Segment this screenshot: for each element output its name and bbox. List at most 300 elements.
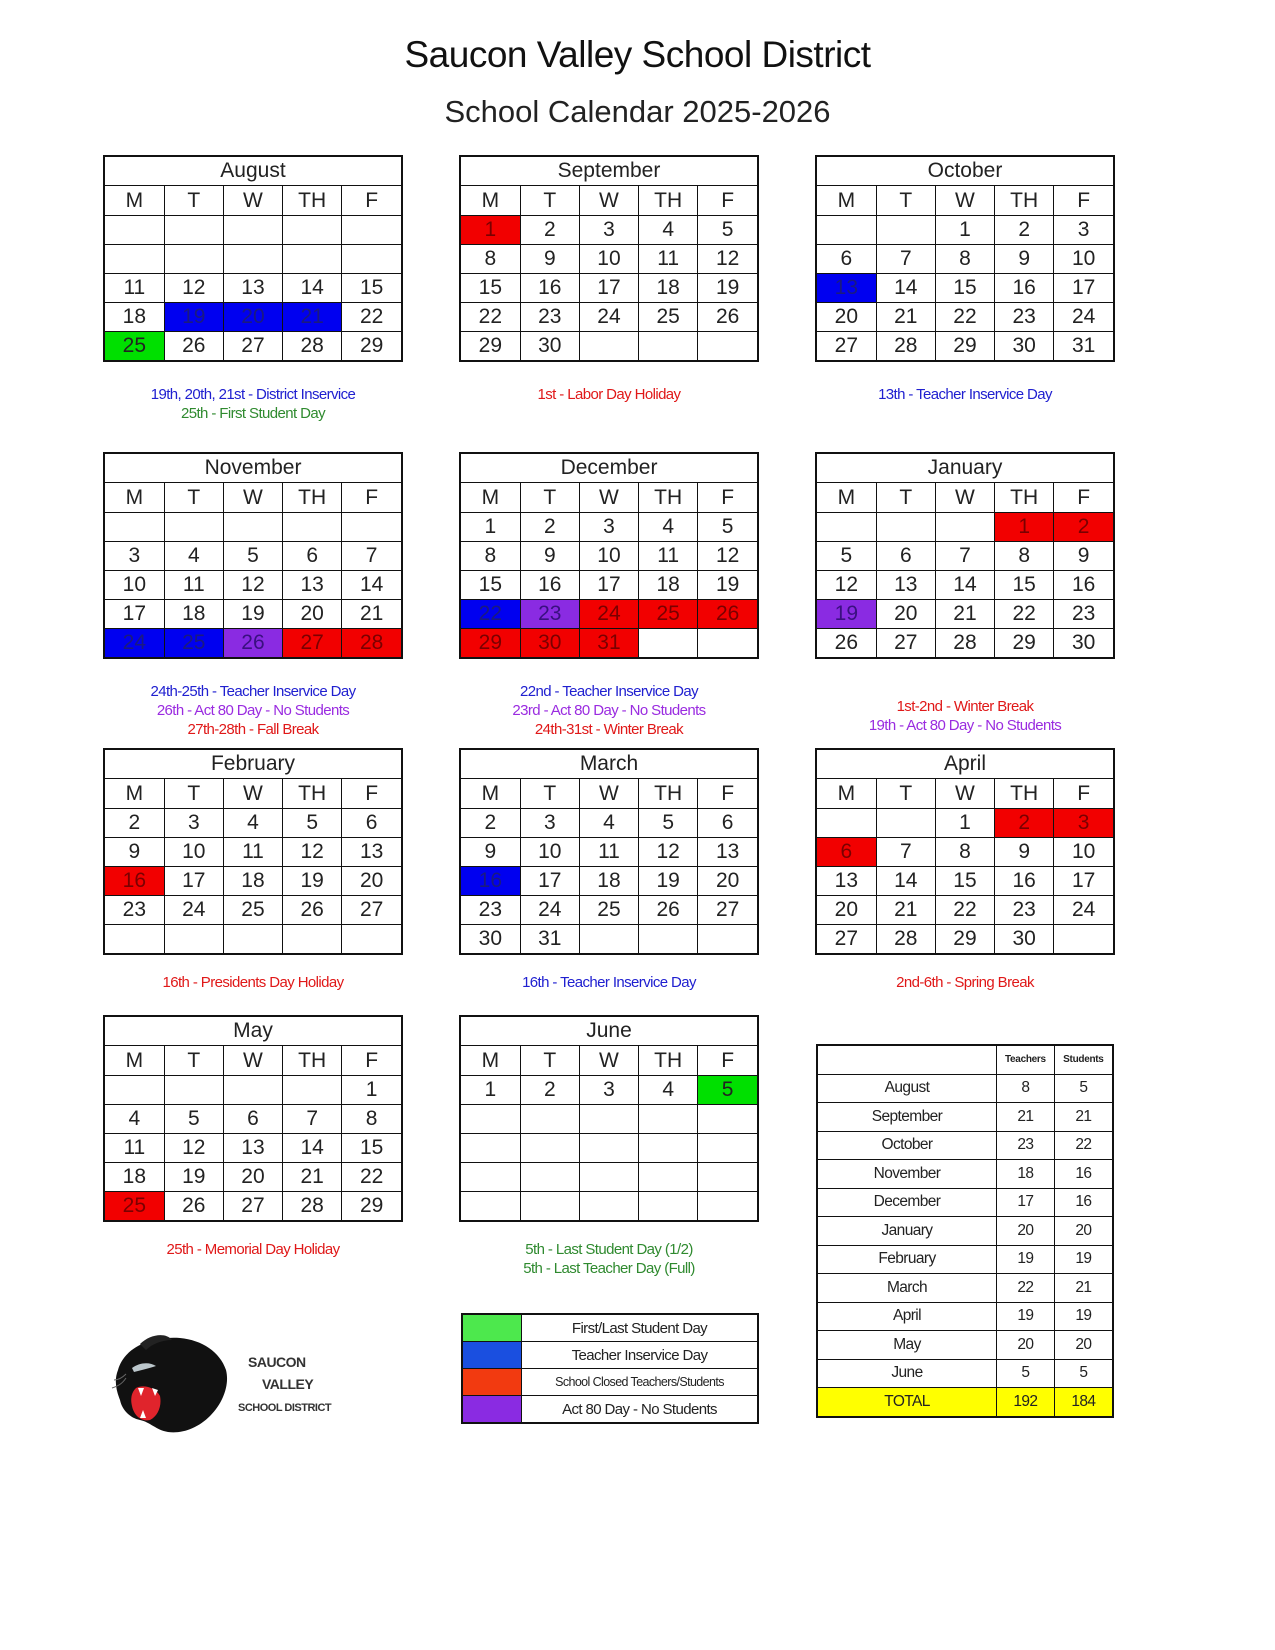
day-cell: 19	[283, 867, 342, 896]
day-cell: 20	[817, 896, 876, 925]
day-cell	[579, 1192, 638, 1221]
day-cell: 24	[579, 600, 638, 629]
day-cell: 11	[223, 838, 282, 867]
day-cell: 10	[520, 838, 579, 867]
day-cell: 27	[342, 896, 401, 925]
week-row	[461, 245, 757, 274]
totals-students: 5	[1054, 1359, 1112, 1388]
week-row	[105, 571, 401, 600]
day-cell: 29	[461, 332, 520, 361]
day-cell: 19	[164, 1163, 223, 1192]
week-row	[461, 216, 757, 245]
day-cell: 28	[876, 925, 935, 954]
weekday-label: F	[1054, 779, 1113, 809]
week-row	[817, 542, 1113, 571]
weekday-label: T	[520, 186, 579, 216]
day-cell: 19	[223, 600, 282, 629]
weekday-label: TH	[995, 186, 1054, 216]
day-cell: 15	[342, 274, 401, 303]
day-cell: 7	[342, 542, 401, 571]
day-cell: 17	[105, 600, 164, 629]
week-row	[105, 513, 401, 542]
calendar-note: 2nd-6th - Spring Break	[896, 974, 1034, 991]
day-cell: 18	[639, 571, 698, 600]
day-cell: 14	[283, 1134, 342, 1163]
day-cell: 22	[935, 303, 994, 332]
weekday-label: F	[698, 1046, 757, 1076]
day-cell: 11	[164, 571, 223, 600]
month-name: October	[817, 157, 1113, 186]
weekday-label: M	[461, 186, 520, 216]
day-cell	[520, 1105, 579, 1134]
weekday-label: T	[876, 186, 935, 216]
day-cell	[876, 216, 935, 245]
day-cell: 20	[223, 1163, 282, 1192]
day-cell	[698, 332, 757, 361]
day-cell: 24	[105, 629, 164, 658]
day-cell: 9	[1054, 542, 1113, 571]
day-cell: 26	[639, 896, 698, 925]
day-cell: 14	[283, 274, 342, 303]
weekday-label: F	[342, 483, 401, 513]
week-row	[461, 1192, 757, 1221]
day-cell	[579, 1105, 638, 1134]
month-calendar-march	[459, 748, 759, 955]
week-row	[105, 867, 401, 896]
day-cell	[876, 809, 935, 838]
day-cell: 23	[520, 600, 579, 629]
day-cell: 13	[876, 571, 935, 600]
totals-month: May	[818, 1331, 997, 1360]
week-row	[105, 809, 401, 838]
day-cell: 22	[995, 600, 1054, 629]
day-cell: 20	[876, 600, 935, 629]
week-row	[105, 245, 401, 274]
totals-month: February	[818, 1245, 997, 1274]
day-cell	[698, 1105, 757, 1134]
weekday-label: W	[579, 483, 638, 513]
day-cell: 5	[164, 1105, 223, 1134]
day-cell: 25	[105, 332, 164, 361]
week-row	[817, 274, 1113, 303]
day-cell: 10	[105, 571, 164, 600]
weekday-header-row	[105, 186, 401, 216]
calendar-note: 19th - Act 80 Day - No Students	[868, 717, 1062, 734]
day-cell: 6	[223, 1105, 282, 1134]
week-row	[461, 332, 757, 361]
day-cell: 21	[876, 303, 935, 332]
week-row	[817, 600, 1113, 629]
day-cell	[698, 1163, 757, 1192]
totals-teachers: 19	[997, 1302, 1055, 1331]
day-cell: 19	[817, 600, 876, 629]
totals-teachers: 5	[997, 1359, 1055, 1388]
weekday-label: M	[105, 1046, 164, 1076]
week-row	[461, 629, 757, 658]
day-cell	[223, 216, 282, 245]
day-cell: 28	[283, 1192, 342, 1221]
day-cell	[164, 513, 223, 542]
calendar-note: 16th - Presidents Day Holiday	[162, 974, 344, 991]
month-name: May	[105, 1017, 401, 1046]
weekday-label: W	[223, 779, 282, 809]
calendar-note: 25th - Memorial Day Holiday	[166, 1241, 340, 1258]
day-cell: 15	[461, 274, 520, 303]
day-cell: 6	[817, 838, 876, 867]
weekday-header-row	[817, 779, 1113, 809]
day-cell: 17	[520, 867, 579, 896]
week-row	[461, 1105, 757, 1134]
day-cell	[342, 216, 401, 245]
week-row	[105, 303, 401, 332]
day-cell: 24	[1054, 303, 1113, 332]
weekday-label: T	[164, 779, 223, 809]
weekday-label: T	[520, 483, 579, 513]
page-subtitle: School Calendar 2025-2026	[444, 94, 831, 129]
weekday-label: W	[935, 779, 994, 809]
month-notes-november	[103, 682, 403, 739]
totals-row	[818, 1359, 1112, 1388]
week-row	[461, 513, 757, 542]
week-row	[461, 925, 757, 954]
day-cell: 24	[520, 896, 579, 925]
week-row	[461, 867, 757, 896]
day-cell: 16	[105, 867, 164, 896]
day-cell: 9	[105, 838, 164, 867]
month-name: August	[105, 157, 401, 186]
day-cell: 23	[995, 303, 1054, 332]
day-cell: 3	[164, 809, 223, 838]
day-cell: 3	[105, 542, 164, 571]
day-cell: 17	[579, 274, 638, 303]
day-cell: 27	[817, 332, 876, 361]
totals-header-teachers: Teachers	[997, 1046, 1055, 1074]
day-cell: 13	[817, 274, 876, 303]
day-cell	[105, 245, 164, 274]
totals-row	[818, 1103, 1112, 1132]
day-cell: 11	[579, 838, 638, 867]
totals-students: 19	[1054, 1302, 1112, 1331]
day-cell: 11	[105, 274, 164, 303]
month-calendar-october	[815, 155, 1115, 362]
day-cell	[698, 925, 757, 954]
day-cell	[342, 513, 401, 542]
weekday-label: M	[461, 1046, 520, 1076]
day-cell: 25	[639, 600, 698, 629]
day-cell: 31	[1054, 332, 1113, 361]
calendar-note: 24th-25th - Teacher Inservice Day	[150, 683, 356, 700]
day-cell	[461, 1163, 520, 1192]
week-row	[461, 542, 757, 571]
totals-month: December	[818, 1188, 997, 1217]
day-cell: 5	[698, 513, 757, 542]
day-cell: 1	[935, 216, 994, 245]
month-notes-june	[459, 1240, 759, 1278]
month-name: April	[817, 750, 1113, 779]
week-row	[817, 896, 1113, 925]
day-cell: 31	[579, 629, 638, 658]
weekday-label: M	[105, 186, 164, 216]
month-calendar-june	[459, 1015, 759, 1222]
month-calendar-february	[103, 748, 403, 955]
day-cell: 12	[817, 571, 876, 600]
calendar-note: 16th - Teacher Inservice Day	[522, 974, 696, 991]
day-cell: 5	[698, 216, 757, 245]
day-cell	[639, 925, 698, 954]
day-cell: 6	[817, 245, 876, 274]
day-cell: 30	[520, 629, 579, 658]
legend-swatch	[463, 1396, 522, 1423]
day-cell: 1	[461, 1076, 520, 1105]
weekday-header-row	[105, 1046, 401, 1076]
totals-total-teachers: 192	[997, 1388, 1055, 1416]
totals-row	[818, 1160, 1112, 1189]
weekday-label: M	[461, 483, 520, 513]
legend-label: Teacher Inservice Day	[522, 1342, 758, 1369]
day-cell: 10	[1054, 838, 1113, 867]
day-cell: 16	[520, 571, 579, 600]
day-cell: 25	[639, 303, 698, 332]
calendar-note: 27th-28th - Fall Break	[187, 721, 319, 738]
legend-swatch	[463, 1369, 522, 1396]
week-row	[461, 1076, 757, 1105]
week-row	[817, 838, 1113, 867]
day-cell: 26	[283, 896, 342, 925]
totals-row	[818, 1217, 1112, 1246]
day-cell	[639, 1192, 698, 1221]
weekday-label: F	[342, 779, 401, 809]
day-cell	[223, 925, 282, 954]
day-cell: 23	[105, 896, 164, 925]
totals-row	[818, 1331, 1112, 1360]
day-cell: 18	[579, 867, 638, 896]
day-cell: 14	[935, 571, 994, 600]
day-cell: 26	[164, 332, 223, 361]
day-cell: 12	[164, 274, 223, 303]
day-cell: 13	[698, 838, 757, 867]
weekday-label: M	[105, 779, 164, 809]
day-cell: 4	[105, 1105, 164, 1134]
totals-teachers: 18	[997, 1160, 1055, 1189]
day-cell	[105, 925, 164, 954]
day-cell: 11	[639, 542, 698, 571]
day-cell: 17	[1054, 274, 1113, 303]
totals-teachers: 23	[997, 1131, 1055, 1160]
day-cell: 24	[164, 896, 223, 925]
day-cell	[105, 216, 164, 245]
day-cell: 17	[1054, 867, 1113, 896]
day-cell: 9	[995, 838, 1054, 867]
day-cell: 21	[283, 303, 342, 332]
day-cell: 25	[579, 896, 638, 925]
day-cell: 27	[223, 1192, 282, 1221]
month-notes-may	[103, 1240, 403, 1259]
day-cell: 9	[995, 245, 1054, 274]
day-cell: 20	[342, 867, 401, 896]
calendar-note: 5th - Last Teacher Day (Full)	[523, 1260, 695, 1277]
month-notes-october	[815, 385, 1115, 404]
day-cell: 29	[342, 332, 401, 361]
day-cell: 4	[164, 542, 223, 571]
day-cell: 18	[223, 867, 282, 896]
day-cell: 23	[995, 896, 1054, 925]
totals-row	[818, 1131, 1112, 1160]
day-cell	[579, 332, 638, 361]
day-cell	[283, 216, 342, 245]
weekday-header-row	[817, 186, 1113, 216]
day-cell: 15	[342, 1134, 401, 1163]
month-calendar-may	[103, 1015, 403, 1222]
week-row	[461, 600, 757, 629]
district-logo	[110, 1330, 370, 1440]
week-row	[105, 1105, 401, 1134]
day-cell: 9	[520, 542, 579, 571]
day-cell: 18	[639, 274, 698, 303]
day-cell: 2	[520, 216, 579, 245]
calendar-note: 1st - Labor Day Holiday	[537, 386, 681, 403]
day-cell	[461, 1134, 520, 1163]
month-notes-april	[815, 973, 1115, 992]
day-cell: 8	[342, 1105, 401, 1134]
weekday-header-row	[461, 186, 757, 216]
day-cell: 16	[1054, 571, 1113, 600]
day-cell: 3	[1054, 216, 1113, 245]
day-cell: 15	[461, 571, 520, 600]
day-cell	[817, 216, 876, 245]
day-cell: 19	[698, 274, 757, 303]
totals-students: 20	[1054, 1217, 1112, 1246]
day-cell: 29	[995, 629, 1054, 658]
weekday-label: W	[223, 186, 282, 216]
day-cell	[164, 245, 223, 274]
day-cell: 5	[639, 809, 698, 838]
day-cell	[164, 925, 223, 954]
totals-row	[818, 1074, 1112, 1103]
day-cell	[461, 1105, 520, 1134]
weekday-label: TH	[639, 779, 698, 809]
day-cell: 28	[283, 332, 342, 361]
totals-students: 21	[1054, 1274, 1112, 1303]
totals-total-row	[818, 1388, 1112, 1416]
week-row	[105, 1163, 401, 1192]
day-cell: 20	[283, 600, 342, 629]
totals-month: November	[818, 1160, 997, 1189]
day-cell: 6	[876, 542, 935, 571]
day-cell	[223, 1076, 282, 1105]
day-cell: 29	[935, 925, 994, 954]
day-cell	[639, 1134, 698, 1163]
totals-students: 21	[1054, 1103, 1112, 1132]
day-cell	[342, 925, 401, 954]
weekday-label: W	[579, 779, 638, 809]
day-cell: 24	[1054, 896, 1113, 925]
weekday-label: T	[520, 779, 579, 809]
day-cell: 23	[461, 896, 520, 925]
day-cell: 8	[461, 542, 520, 571]
weekday-label: TH	[639, 186, 698, 216]
totals-teachers: 20	[997, 1217, 1055, 1246]
totals-students: 16	[1054, 1188, 1112, 1217]
weekday-label: TH	[283, 483, 342, 513]
week-row	[105, 1134, 401, 1163]
day-cell: 26	[817, 629, 876, 658]
legend-item	[463, 1315, 757, 1342]
day-cell: 7	[876, 838, 935, 867]
week-row	[105, 600, 401, 629]
day-cell: 27	[817, 925, 876, 954]
legend-swatch	[463, 1342, 522, 1369]
calendar-note: 26th - Act 80 Day - No Students	[156, 702, 350, 719]
calendar-note: 1st-2nd - Winter Break	[896, 698, 1034, 715]
totals-total-label: TOTAL	[818, 1388, 997, 1416]
day-cell: 2	[520, 1076, 579, 1105]
day-cell: 13	[283, 571, 342, 600]
week-row	[461, 303, 757, 332]
day-cell: 19	[698, 571, 757, 600]
day-cell	[639, 629, 698, 658]
weekday-label: F	[698, 186, 757, 216]
day-cell: 30	[520, 332, 579, 361]
weekday-label: F	[342, 1046, 401, 1076]
day-cell: 1	[461, 513, 520, 542]
day-cell: 13	[817, 867, 876, 896]
month-name: September	[461, 157, 757, 186]
month-calendar-november	[103, 452, 403, 659]
day-cell: 16	[995, 274, 1054, 303]
week-row	[817, 867, 1113, 896]
day-cell: 13	[223, 274, 282, 303]
logo-text-school-district: SCHOOL DISTRICT	[238, 1402, 332, 1414]
day-cell: 2	[1054, 513, 1113, 542]
day-cell: 20	[817, 303, 876, 332]
day-cell: 29	[461, 629, 520, 658]
day-cell: 21	[283, 1163, 342, 1192]
day-cell: 29	[935, 332, 994, 361]
day-cell: 10	[579, 542, 638, 571]
day-cell: 27	[283, 629, 342, 658]
month-notes-february	[103, 973, 403, 992]
day-cell: 13	[223, 1134, 282, 1163]
day-cell: 8	[935, 245, 994, 274]
day-cell: 23	[1054, 600, 1113, 629]
legend-item	[463, 1369, 757, 1396]
day-cell: 16	[461, 867, 520, 896]
day-cell	[520, 1192, 579, 1221]
weekday-label: TH	[639, 483, 698, 513]
day-cell: 29	[342, 1192, 401, 1221]
weekday-label: T	[164, 1046, 223, 1076]
weekday-label: M	[817, 186, 876, 216]
totals-students: 5	[1054, 1074, 1112, 1103]
day-cell: 21	[935, 600, 994, 629]
week-row	[105, 542, 401, 571]
day-cell: 1	[342, 1076, 401, 1105]
day-cell: 3	[579, 1076, 638, 1105]
legend-item	[463, 1396, 757, 1423]
day-cell: 30	[995, 925, 1054, 954]
month-name: January	[817, 454, 1113, 483]
day-cell: 1	[461, 216, 520, 245]
weekday-label: F	[698, 779, 757, 809]
day-cell: 30	[995, 332, 1054, 361]
day-cell: 21	[342, 600, 401, 629]
weekday-label: T	[520, 1046, 579, 1076]
week-row	[461, 838, 757, 867]
month-calendar-january	[815, 452, 1115, 659]
totals-header-row	[818, 1046, 1112, 1074]
day-cell: 18	[105, 1163, 164, 1192]
day-cell	[283, 925, 342, 954]
